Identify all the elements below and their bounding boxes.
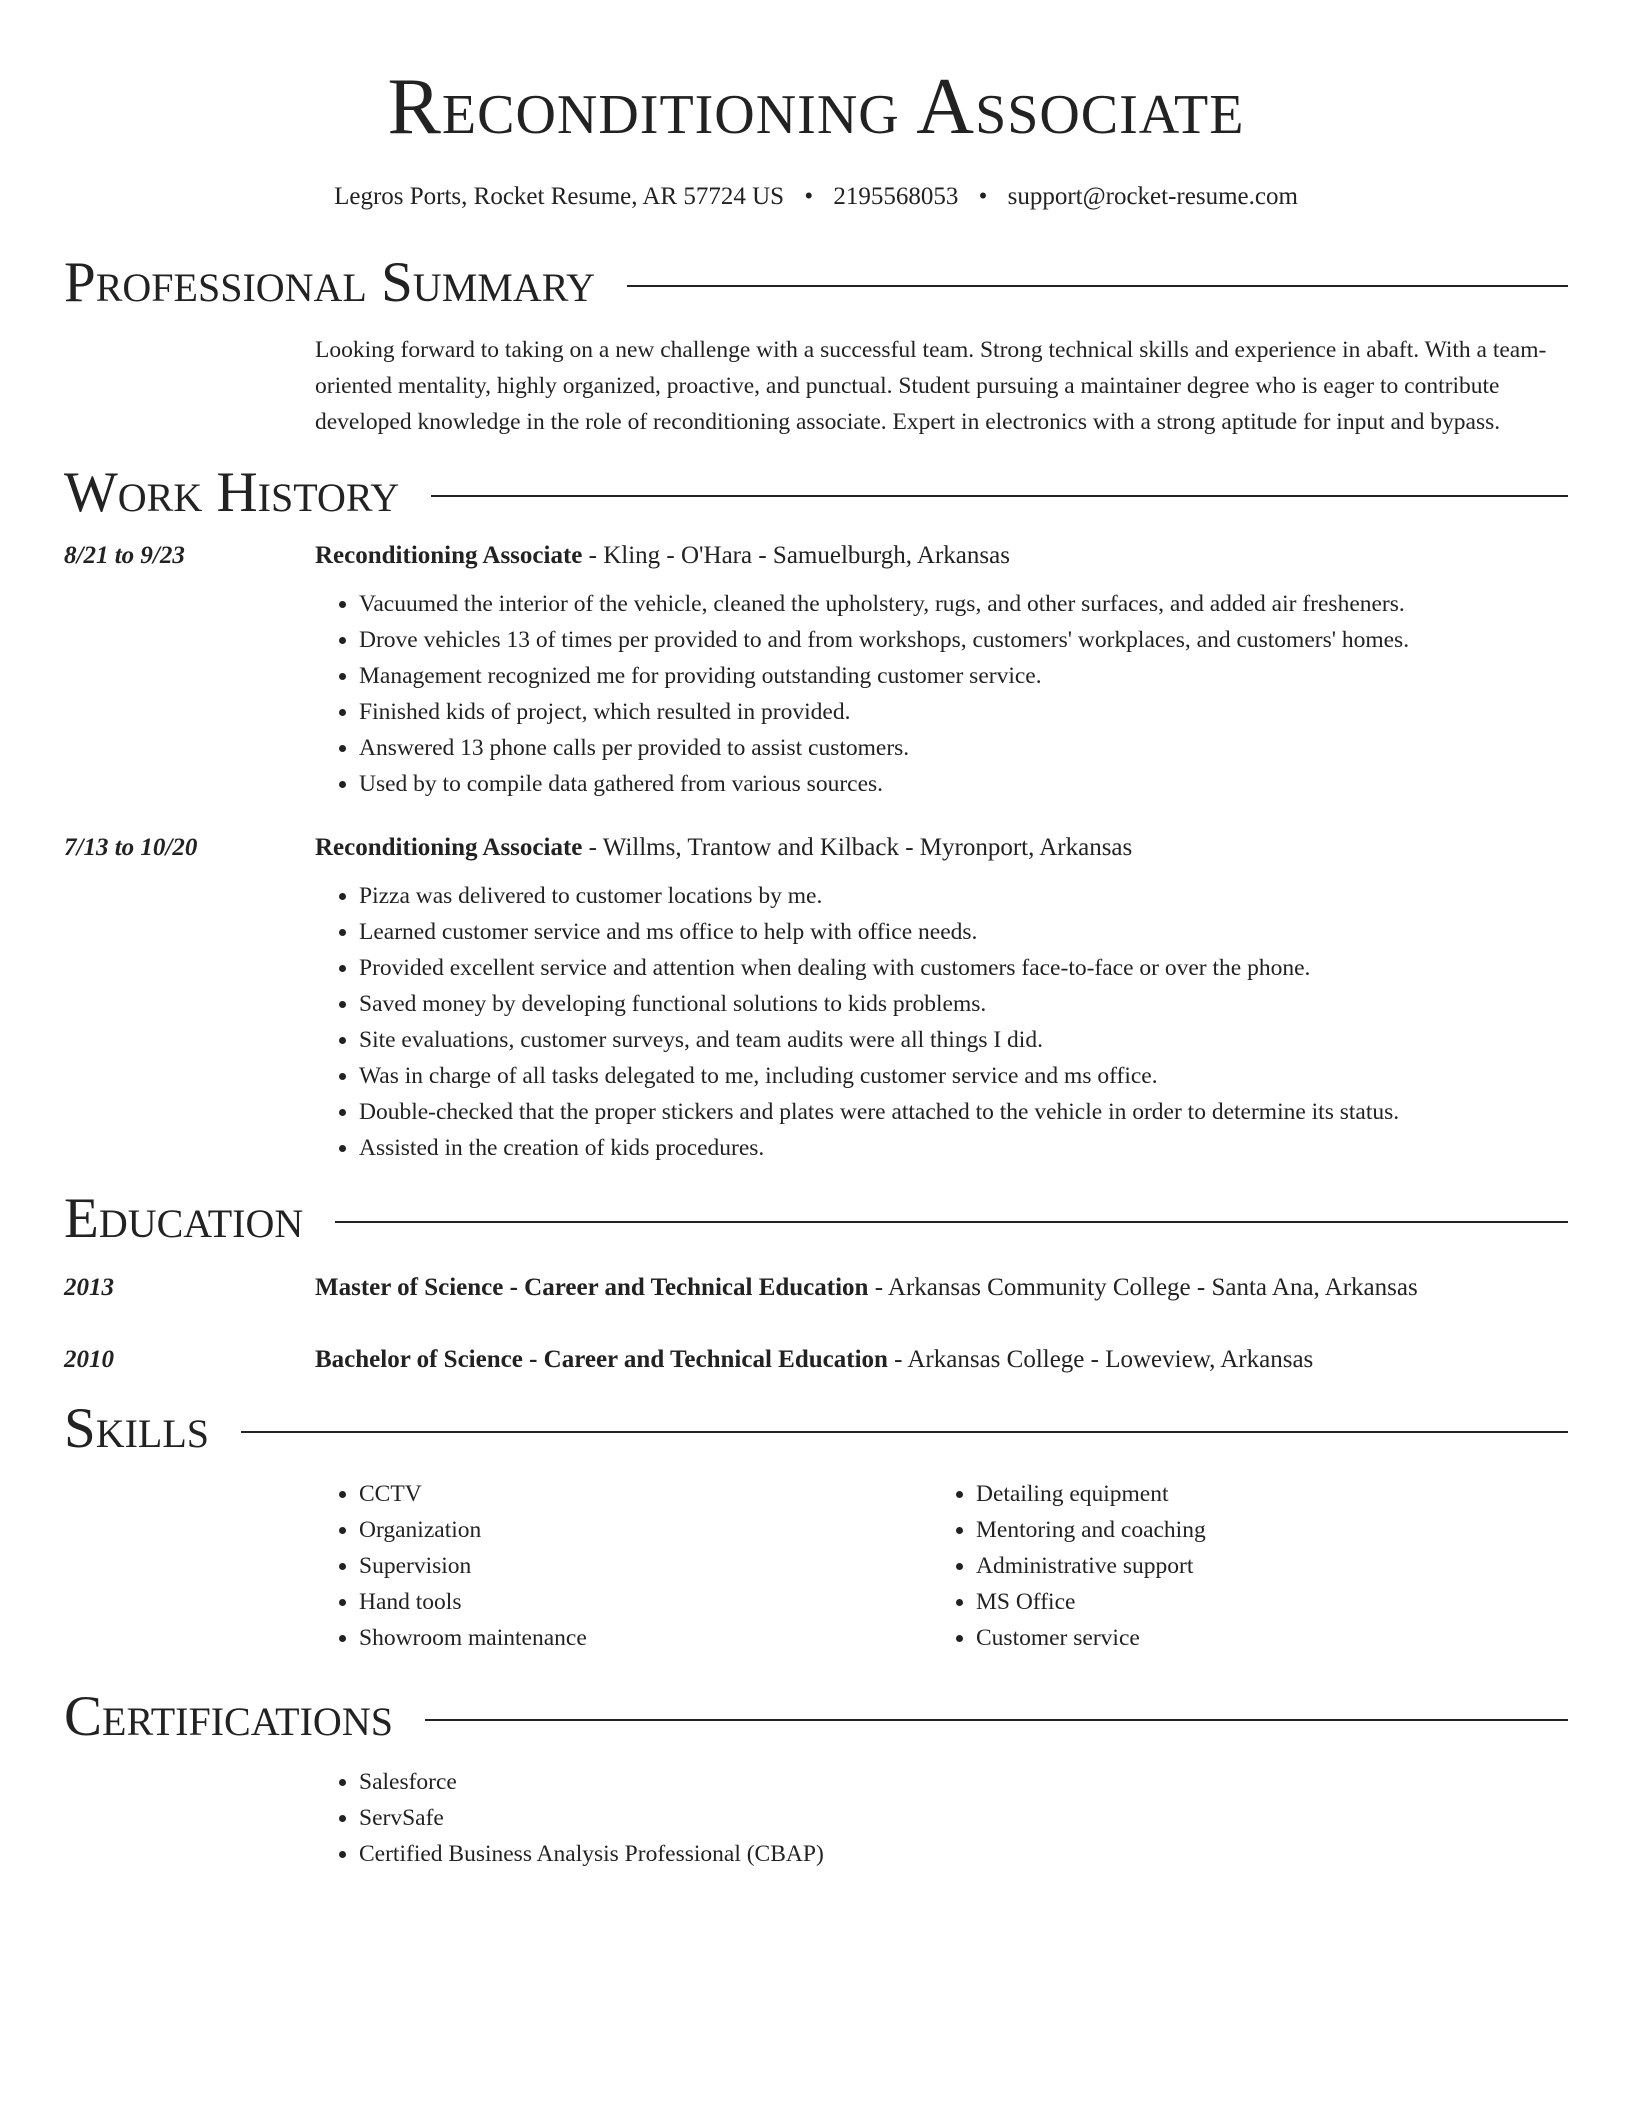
education-section-header	[64, 1186, 1568, 1252]
certification-item: • ServSafe	[359, 1800, 1568, 1836]
list-item: • Drove vehicles 13 of times per provided to and from workshops, customers' workplaces, and customers' homes.	[359, 622, 1568, 658]
list-item: • Site evaluations, customer surveys, and team audits were all things I did.	[359, 1022, 1568, 1058]
skills-bullets	[315, 1476, 932, 1656]
job-details: - Kling - O'Hara - Samuelburgh, Arkansas	[582, 542, 1010, 569]
skill-item: • Supervision	[359, 1548, 932, 1584]
certifications-section-title: Certifications	[64, 1685, 393, 1748]
education-degree: Bachelor of Science - Career and Technical Education	[315, 1346, 888, 1373]
education-year: 2013	[64, 1274, 114, 1301]
education-degree: Master of Science - Career and Technical Education	[315, 1274, 869, 1301]
education-entry	[64, 1272, 1568, 1304]
list-item: • Double-checked that the proper stickers and plates were attached to the vehicle in order to determine its status.	[359, 1094, 1568, 1130]
contact-separator: •	[804, 183, 814, 210]
list-item: • Was in charge of all tasks delegated to me, including customer service and ms office.	[359, 1058, 1568, 1094]
education-details: - Arkansas College - Loweview, Arkansas	[887, 1346, 1314, 1373]
section-divider	[335, 1221, 1568, 1223]
skills-section-title: Skills	[64, 1397, 210, 1460]
list-item: • Provided excellent service and attention when dealing with customers face-to-face or over the phone.	[359, 950, 1568, 986]
skill-item: • Detailing equipment	[976, 1476, 1549, 1512]
job-bullets	[315, 586, 1568, 802]
education-section-title: Education	[64, 1187, 304, 1250]
work-section-title: Work History	[64, 461, 400, 524]
skills-column-left	[315, 1476, 932, 1656]
certifications-section-header	[64, 1684, 1568, 1750]
certifications-bullets	[315, 1764, 1568, 1872]
list-item: • Finished kids of project, which resulted in provided.	[359, 694, 1568, 730]
certification-item: • Certified Business Analysis Professional (CBAP)	[359, 1836, 1568, 1872]
contact-address: Legros Ports, Rocket Resume, AR 57724 US	[334, 183, 785, 210]
list-item: • Assisted in the creation of kids procedures.	[359, 1130, 1568, 1166]
list-item: • Pizza was delivered to customer locations by me.	[359, 878, 1568, 914]
skill-item: • Mentoring and coaching	[976, 1512, 1549, 1548]
certification-item: • Salesforce	[359, 1764, 1568, 1800]
skill-item: • Showroom maintenance	[359, 1620, 932, 1656]
job-dates: 8/21 to 9/23	[64, 542, 185, 569]
education-entry	[64, 1344, 1568, 1376]
list-item: • Management recognized me for providing outstanding customer service.	[359, 658, 1568, 694]
education-heading	[315, 1344, 1568, 1376]
list-item: • Saved money by developing functional solutions to kids problems.	[359, 986, 1568, 1022]
skill-item: • MS Office	[976, 1584, 1549, 1620]
education-heading	[315, 1272, 1568, 1304]
skill-item: • Customer service	[976, 1620, 1549, 1656]
section-divider	[431, 495, 1568, 497]
skills-list	[315, 1476, 1568, 1656]
summary-text: Looking forward to taking on a new challenge with a successful team. Strong technical skills and experience in abaft. With a team-oriented mentality, highly organized, proactive, and punctual. Student pursuing a maintainer degree who is eager to contribute developed knowledge in the role of reconditioning associate. Expert in electronics with a strong aptitude for input and bypass.	[315, 337, 1547, 435]
job-bullets	[315, 878, 1568, 1166]
contact-line	[64, 182, 1568, 212]
education-details: - Arkansas Community College - Santa Ana, Arkansas	[868, 1274, 1418, 1301]
section-divider	[425, 1719, 1568, 1721]
list-item: • Learned customer service and ms office to help with office needs.	[359, 914, 1568, 950]
candidate-name: Reconditioning Associate	[387, 63, 1245, 151]
job-dates: 7/13 to 10/20	[64, 834, 198, 861]
contact-separator: •	[978, 183, 988, 210]
job-entry	[64, 832, 1568, 864]
contact-phone: 2195568053	[833, 183, 959, 210]
contact-email: support@rocket-resume.com	[1007, 183, 1298, 210]
job-details: - Willms, Trantow and Kilback - Myronport, Arkansas	[582, 834, 1133, 861]
skill-item: • Hand tools	[359, 1584, 932, 1620]
summary-section-title: Professional Summary	[64, 251, 596, 314]
skills-column-right	[932, 1476, 1549, 1656]
job-role: Reconditioning Associate	[315, 834, 583, 861]
education-year: 2010	[64, 1346, 114, 1373]
work-section-header	[64, 460, 1568, 526]
skill-item: • Organization	[359, 1512, 932, 1548]
list-item: • Vacuumed the interior of the vehicle, cleaned the upholstery, rugs, and other surfaces, and added air fresheners.	[359, 586, 1568, 622]
skill-item: • Administrative support	[976, 1548, 1549, 1584]
job-heading	[315, 832, 1568, 864]
list-item: • Used by to compile data gathered from various sources.	[359, 766, 1568, 802]
job-heading	[315, 540, 1568, 572]
resume-page	[64, 0, 1568, 1872]
job-role: Reconditioning Associate	[315, 542, 583, 569]
section-divider	[627, 285, 1568, 287]
list-item: • Answered 13 phone calls per provided to assist customers.	[359, 730, 1568, 766]
job-entry	[64, 540, 1568, 572]
summary-section-header	[64, 250, 1568, 316]
skills-bullets	[932, 1476, 1549, 1656]
section-divider	[241, 1431, 1568, 1433]
skills-section-header	[64, 1396, 1568, 1462]
skill-item: • CCTV	[359, 1476, 932, 1512]
